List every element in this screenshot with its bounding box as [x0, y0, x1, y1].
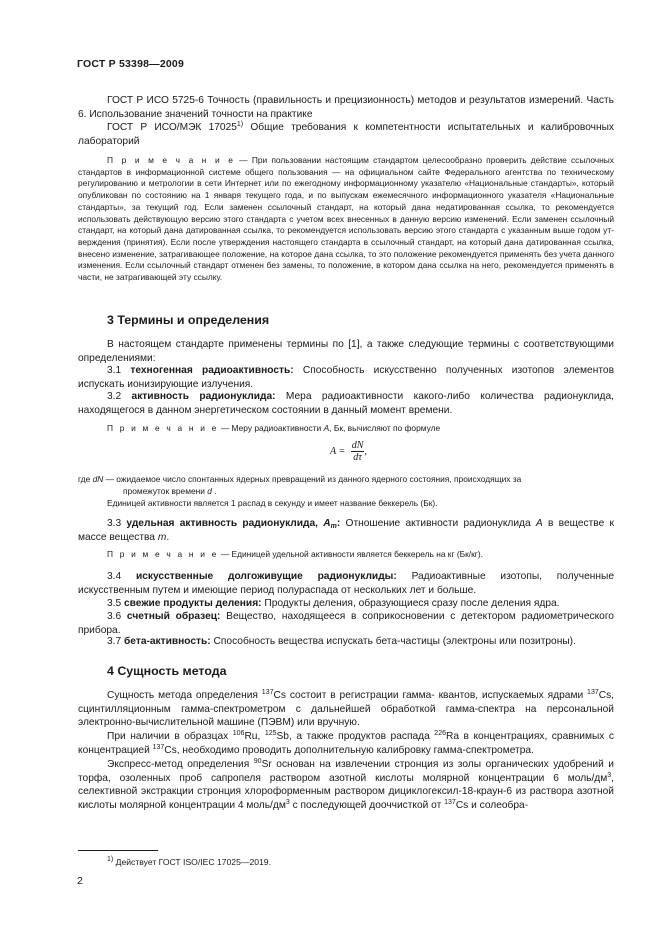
formula-fraction: $\frac{dN}{d\tau}$ — [351, 440, 364, 463]
normative-ref-iso-5725-6: ГОСТ Р ИСО 5725-6 Точность (правильность и прецизионность) методов и результатов измерений. Часть 6. Использование значений точности на практике — [78, 95, 614, 120]
term-3-6: 3.6 счетный образец: Вещество, находящееся в соприкосновении с детектором радиометрического прибора. — [78, 611, 614, 636]
method-paragraph-2: При наличии в образцах $^{106}$Ru, $^{125}$Sb, а также продуктов распада $^{226}$Ra в концентрациях, сравнимых с концентрацией $^{137}$Cs, необходимо проводить дополнительную калибровку гамма-спектрометра. — [78, 730, 614, 756]
section-4-heading: 4 Сущность метода — [107, 664, 227, 678]
term-3-5: 3.5 свежие продукты деления: Продукты деления, образующиеся сразу после деления ядра. — [107, 598, 560, 609]
note-label: П р и м е ч а н и е — [107, 155, 236, 165]
term-3-2: 3.2 активность радионуклида: Мера радиоактивности какого-либо количества радионуклида, находящегося в данном энергетическом состоянии в данный момент времени. — [78, 391, 614, 416]
footnote-divider — [78, 850, 158, 851]
page-header-doc-id: ГОСТ Р 53398—2009 — [77, 58, 185, 70]
page-number: 2 — [77, 875, 83, 887]
note-specific-activity-unit: П р и м е ч а н и е — Единицей удельной активности является беккерель на кг (Бк/кг). — [107, 549, 483, 559]
activity-formula: A = $\frac{dN}{d\tau}$ , — [330, 440, 367, 463]
formula-where-clause: где dN — ожидаемое число спонтанных ядерных превращений из данного ядерного состояния, происходящих за промежуток времени d . — [78, 474, 522, 496]
note-normative-refs: П р и м е ч а н и е — При пользовании настоящим стандартом целесообразно проверить действие ссылочных стандартов в информационной системе общего пользования — на официальном сайте Федерального агентства по техническому регулированию и метрологии в сети Интернет или по ежегодному информационному указателю «Национальные стандарты», который опубликован по состоянию на 1 января текущего года, и по выпускам ежемесячного информационного указателя «Национальные стандарты», за текущий год. Если заменен ссылочный стандарт, на который дана недатированная ссылка, то рекомендуется использовать действующую версию этого стандарта с учетом всех внесенных в данную версию изменений. Если заменен ссылочный стандарт, на который дана датированная ссылка, то рекомендуется использовать версию этого стандарта с указанным выше годом утверждения (принятия). Если после утверждения настоящего стандарта в ссылочный стандарт, на который дана датированная ссылка, внесено изменение, затрагивающее положение, на которое дана ссылка, то это положение рекомендуется применять без учета данного изменения. Если ссылочный стандарт отменен без замены, то положение, в котором дана ссылка на него, рекомендуется применять в части, не затрагивающей эту ссылку. — [78, 155, 614, 283]
term-3-4: 3.4 искусственные долгоживущие радионуклиды: Радиоактивные изотопы, полученные искусственным путем и имеющие период полураспада от нескольких лет и больше. — [78, 571, 614, 596]
method-paragraph-1: Сущность метода определения $^{137}$Cs состоит в регистрации гамма- квантов, испускаемых ядрами $^{137}$Cs, сцинтилляционным гамма-спектрометром с дальнейшей обработкой гамма-спектра на персональной электронно-вычислительной машине (ПЭВМ) или вручную. — [78, 689, 615, 729]
term-3-1: 3.1 техногенная радиоактивность: Способность искусственно полученных изотопов элементов испускать ионизирующие излучения. — [78, 365, 614, 390]
normative-ref-iso-17025: ГОСТ Р ИСО/МЭК 17025$^{1)}$ Общие требования к компетентности испытательных и калибровочных лабораторий — [78, 121, 614, 147]
section-3-heading: 3 Термины и определения — [107, 313, 270, 327]
term-3-7: 3.7 бета-активность: Способность вещества испускать бета-частицы (электроны или позитроны). — [107, 636, 576, 647]
note-activity-formula: П р и м е ч а н и е — Меру радиоактивности A, Бк, вычисляют по формуле — [107, 423, 441, 433]
term-3-3: 3.3 удельная активность радионуклида, $A_m$: Отношение активности радионуклида A в веществе к массе вещества m. — [78, 518, 614, 543]
method-paragraph-3: Экспресс-метод определения $^{90}$Sr основан на извлечении стронция из золы органических удобрений и торфа, озоленных проб сапропеля раствором азотной кислоты молярной концентрации 6 моль/$дм^3$, селективной экстракции стронция хлороформенным раствором дициклогексил-18-краун-6 из раствора азотной кислоты молярной концентрации 4 моль/$дм^3$ с последующей дооччисткой от $^{137}$Cs и солеобра- — [78, 758, 614, 811]
section-3-intro: В настоящем стандарте применены термины по [1], а также следующие термины с соответствующими определениями: — [78, 339, 614, 364]
footnote: $^{1)}$ Действует ГОСТ ISO/IEC 17025—2019. — [107, 856, 271, 867]
footnote-ref-marker: 1) — [236, 121, 244, 128]
unit-note: Единицей активности является 1 распад в секунду и имеет название беккерель (Бк). — [107, 498, 438, 508]
